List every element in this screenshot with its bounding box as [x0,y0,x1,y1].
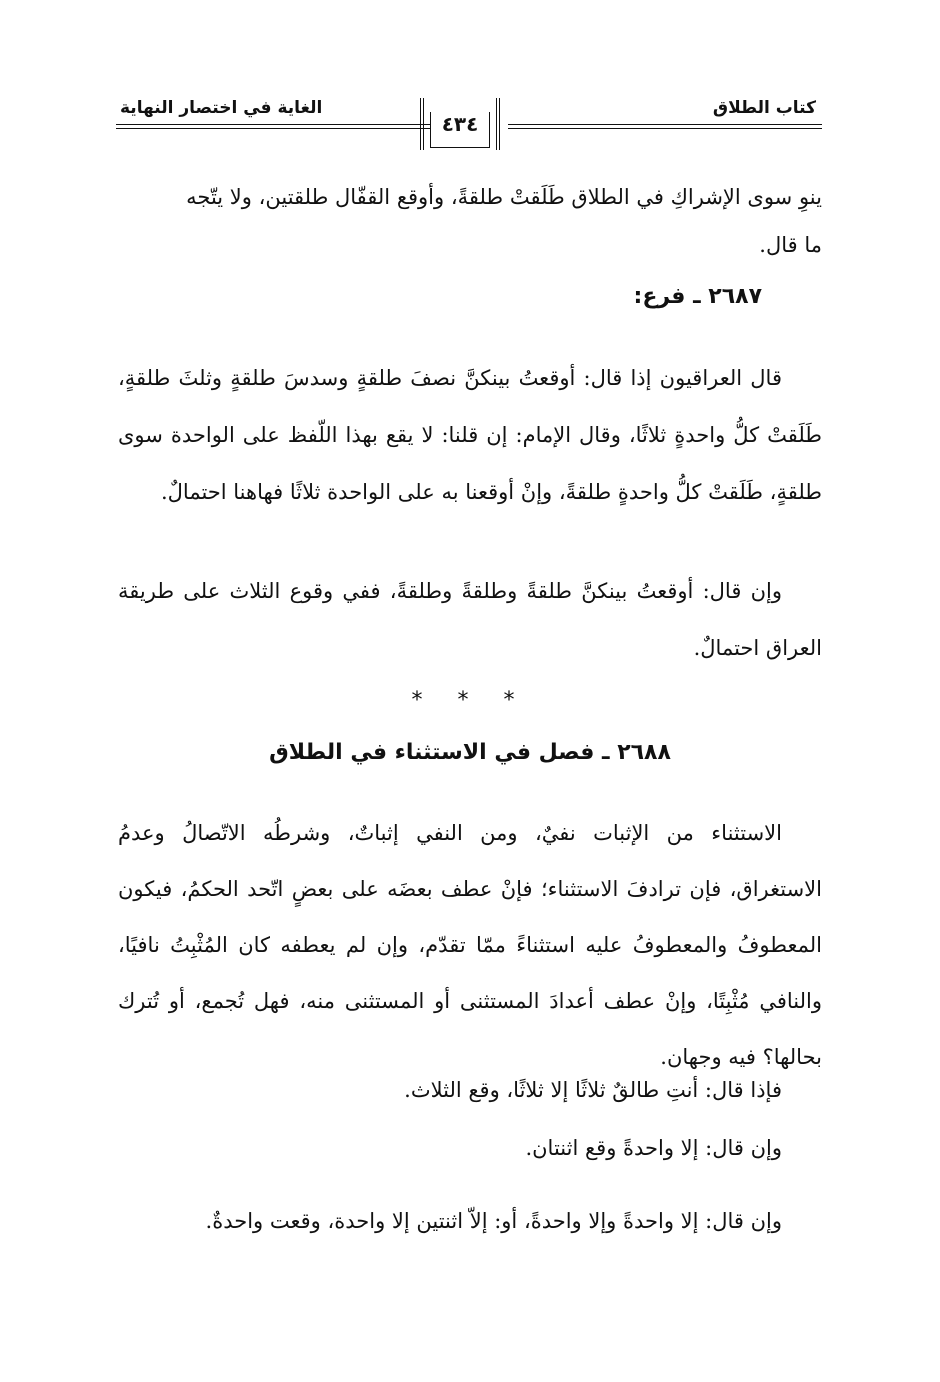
section-heading: ٢٦٨٧ ـ فرع: [633,284,762,309]
text-line: ما قال. [759,233,822,257]
running-header-book-title: كتاب الطلاق [712,98,816,118]
chapter-heading: ٢٦٨٨ ـ فصل في الاستثناء في الطلاق [269,740,671,765]
paragraph: الاستثناء من الإثبات نفيٌ، ومن النفي إثباتٌ، وشرطُه الاتّصالُ وعدمُ الاستغراق، فإن ترادفَ الاستثناء؛ فإنْ عطف بعضَه على بعضٍ اتّحد الحكمُ، فيكون المعطوفُ والمعطوفُ عليه استثناءً ممّا تقدّم، وإن لم يعطفه كان المُثْبِتُ نافيًا، والنافي مُثْبِتًا، وإنْ عطف أعدادَ المستثنى أو المستثنى منه، فهل تُجمع، أو تُترك بحالها؟ فيه وجهان. [118,821,822,1069]
paragraph: وإن قال: إلا واحدةً وقع اثنتان. [525,1136,782,1160]
page-number-frame [420,98,500,150]
page-number: ٤٣٤ [441,112,479,136]
header-rule-left [116,124,430,129]
text-line: ينوِ سوى الإشراكِ في الطلاق طَلَقتْ طلقةً، وأوقع القفّال طلقتين، ولا يتّجه [186,185,822,209]
header-rule-right [508,124,822,129]
running-header-chapter-title: الغاية في اختصار النهاية [120,98,323,118]
section-separator: * * * [411,688,529,713]
paragraph: وإن قال: أوقعتُ بينكنَّ طلقةً وطلقةً وطلقةً، ففي وقوع الثلاث على طريقة العراق احتمالٌ. [118,579,822,660]
paragraph: قال العراقيون إذا قال: أوقعتُ بينكنَّ نصفَ طلقةٍ وسدسَ طلقةٍ وثلثَ طلقةٍ، طَلَقتْ كلُّ واحدةٍ ثلاثًا، وقال الإمام: إن قلنا: لا يقع بهذا اللّفظ على الواحدة سوى طلقةٍ، طَلَقتْ كلُّ واحدةٍ طلقةً، وإنْ أوقعنا به على الواحدة ثلاثًا فهاهنا احتمالٌ. [118,366,822,504]
paragraph: وإن قال: إلا واحدةً وإلا واحدةً، أو: إلاّ اثنتين إلا واحدة، وقعت واحدةٌ. [205,1209,782,1233]
paragraph: فإذا قال: أنتِ طالقٌ ثلاثًا إلا ثلاثًا، وقع الثلاث. [404,1078,782,1102]
